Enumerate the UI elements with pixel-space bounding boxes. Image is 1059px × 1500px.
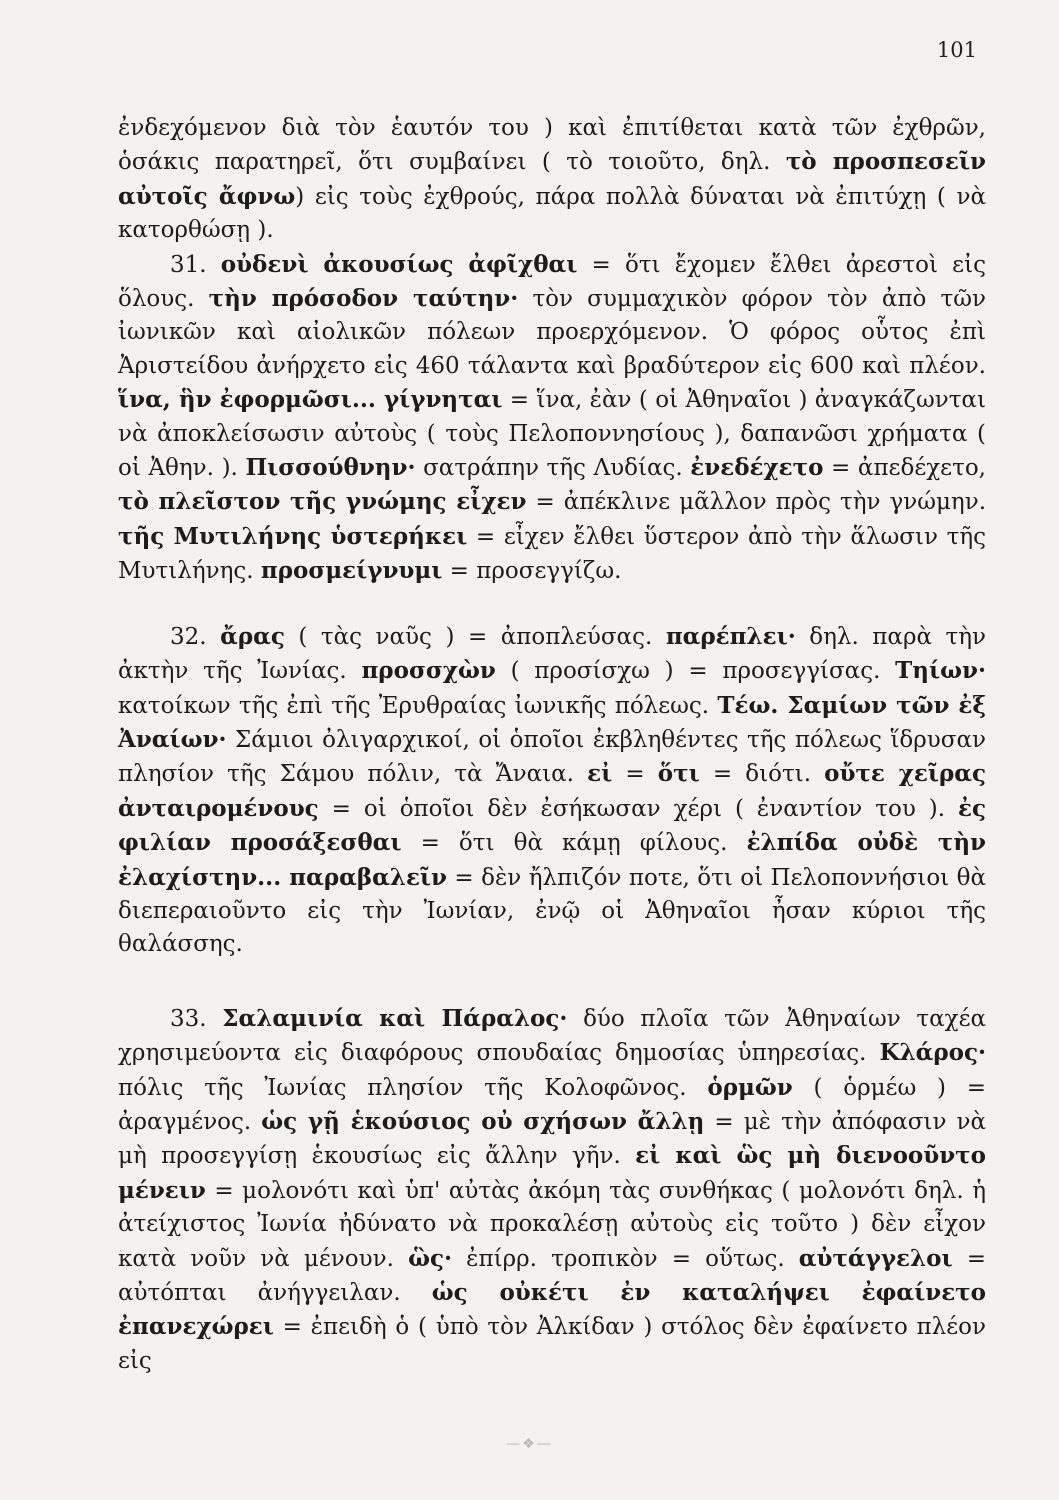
lemma-term: Κλάρος· <box>879 1039 986 1067</box>
gloss-text: = εἶχεν ἔλθει ὕστερον ἀπὸ τὴν ἅλωσιν τῆς Μυτιλήνης. <box>118 523 986 585</box>
gloss-text: = δὲν ἤλπιζόν ποτε, ὅτι οἱ Πελοποννήσιοι θὰ διεπεραιοῦντο εἰς τὴν Ἰωνίαν, ἐνῷ οἱ Ἀθηναῖοι ἦσαν κύριοι τῆς θαλάσσης. <box>118 864 986 958</box>
lemma-term: τὸ προσπεσεῖν αὐτοῖς ἄφνω <box>118 148 986 210</box>
gloss-text: Σάμιοι ὀλιγαρχικοί, οἱ ὁποῖοι ἐκβληθέντες τῆς πόλεως ἵδρυσαν πλησίον τῆς Σάμου πόλιν, τὰ Ἄναια. <box>118 726 986 788</box>
gloss-text: 32. <box>170 623 221 650</box>
gloss-text: κατοίκων τῆς ἐπὶ τῆς Ἐρυθραίας ἰωνικῆς πόλεως. <box>118 692 718 719</box>
lemma-term: ὁρμῶν <box>707 1073 793 1101</box>
gloss-text: = μὲ τὴν ἀπόφασιν νὰ μὴ προσεγγίσῃ ἑκουσίως εἰς ἄλλην γῆν. <box>118 1108 986 1170</box>
lemma-term: ὣς· <box>408 1244 452 1272</box>
lemma-term: οὐδενὶ ἀκουσίως ἀφῖχθαι <box>220 250 578 278</box>
lemma-term: προσσχὼν <box>361 657 496 685</box>
gloss-text: = ἀπέκλινε μᾶλλον πρὸς τὴν γνώμην. <box>526 489 987 516</box>
lemma-term: ἵνα, ἣν ἐφορμῶσι... γίγνηται <box>118 386 503 414</box>
gloss-text: δηλ. παρὰ τὴν ἀκτὴν τῆς Ἰωνίας. <box>118 623 987 685</box>
gloss-text: 33. <box>170 1005 223 1032</box>
commentary-text <box>118 112 986 1378</box>
lemma-term: ἐς φιλίαν προσάξεσθαι <box>118 794 986 857</box>
gloss-text: = ὅτι ἔχομεν ἔλθει ἀρεστοὶ εἰς ὅλους. <box>118 251 986 313</box>
lemma-term: Τέω. Σαμίων τῶν ἐξ Ἀναίων· <box>118 691 987 753</box>
gloss-text: = <box>612 761 658 788</box>
gloss-text: ) εἰς τοὺς ἐχθρούς, πάρα πολλὰ δύναται νὰ ἐπιτύχῃ ( νὰ κατορθώσῃ ). <box>118 183 987 244</box>
lemma-term: ὡς οὐκέτι ἐν καταλήψει ἐφαίνετο ἐπανεχώρει <box>118 1279 986 1341</box>
lemma-term: Σαλαμινία καὶ Πάραλος· <box>222 1004 568 1032</box>
footer-ornament: —❖— <box>506 1436 553 1452</box>
lemma-term: οὔτε χεῖρας ἀνταιρομένους <box>118 760 986 822</box>
gloss-text: τὸν συμμαχικὸν φόρον τὸν ἀπὸ τῶν ἰωνικῶν καὶ αἰολικῶν πόλεων προερχόμενον. Ὁ φόρος οὗτος ἐπὶ Ἀριστείδου ἀνήρχετο εἰς 460 τάλαντα καὶ βραδύτερον εἰς 600 καὶ πλέον. <box>118 286 986 379</box>
gloss-text: = αὐτόπται ἀνήγγειλαν. <box>118 1245 987 1306</box>
gloss-text: ( ὁρμέω ) = ἀραγμένος. <box>118 1074 986 1135</box>
gloss-text: = διότι. <box>699 761 825 788</box>
gloss-text: δύο πλοῖα τῶν Ἀθηναίων ταχέα χρησιμεύοντα εἰς διαφόρους σπουδαίας δημοσίας ὑπηρεσίας. <box>118 1005 987 1067</box>
gloss-text: = ἵνα, ἐὰν ( οἱ Ἀθηναῖοι ) ἀναγκάζωνται νὰ ἀποκλείσωσιν αὐτοὺς ( τοὺς Πελοποννησίους ), δαπανῶσι χρήματα ( οἱ Ἀθην. ). <box>118 387 986 482</box>
lemma-term: ὡς γῇ ἑκούσιος οὐ σχήσων ἄλλῃ <box>261 1107 705 1135</box>
paragraph-33 <box>118 1002 986 1378</box>
lemma-term: προσμείγνυμι <box>260 557 443 585</box>
lemma-term: εἰ <box>587 760 613 788</box>
gloss-text: πόλις τῆς Ἰωνίας πλησίον τῆς Κολοφῶνος. <box>118 1074 708 1101</box>
page-number: 101 <box>936 38 977 62</box>
lemma-term: Πισσούθνην· <box>245 454 416 482</box>
gloss-text: 31. <box>170 251 221 278</box>
lemma-term: ἐλπίδα οὐδὲ τὴν ἐλαχίστην... παραβαλεῖν <box>118 829 986 891</box>
lemma-term: Τηίων· <box>895 657 986 685</box>
lemma-term: τῆς Μυτιλήνης ὑστερήκει <box>118 522 468 550</box>
paragraph-30-continued <box>118 112 986 248</box>
lemma-term: τὴν πρόσοδον ταύτην· <box>208 285 519 313</box>
lemma-term: παρέπλει· <box>665 622 796 650</box>
gloss-text: = ἐπειδὴ ὁ ( ὑπὸ τὸν Ἀλκίδαν ) στόλος δὲν ἐφαίνετο πλέον εἰς <box>118 1314 986 1374</box>
gloss-text: = ὅτι θὰ κάμῃ φίλους. <box>401 830 747 857</box>
lemma-term: εἰ καὶ ὣς μὴ διενοοῦντο μένειν <box>118 1142 986 1204</box>
gloss-text: = προσεγγίζω. <box>442 558 622 585</box>
gloss-text: = μολονότι καὶ ὑπ' αὐτὰς ἀκόμη τὰς συνθήκας ( μολονότι δηλ. ἡ ἀτείχιστος Ἰωνία ἠδύνατο νὰ προκαλέσῃ αὐτοὺς εἰς τοῦτο ) δὲν εἶχον κατὰ νοῦν νὰ μένουν. <box>118 1177 986 1272</box>
lemma-term: ὅτι <box>657 760 700 788</box>
gloss-text: ( προσίσχω ) = προσεγγίσας. <box>495 658 896 685</box>
gloss-text: ἐνδεχόμενον διὰ τὸν ἑαυτόν του ) καὶ ἐπιτίθεται κατὰ τῶν ἐχθρῶν, ὁσάκις παρατηρεῖ, ὅτι συμβαίνει ( τὸ τοιοῦτο, δηλ. <box>118 115 986 176</box>
lemma-term: αὐτάγγελοι <box>798 1244 953 1272</box>
gloss-text: ἐπίρρ. τροπικὸν = οὕτως. <box>451 1245 799 1272</box>
lemma-term: ἄρας <box>220 622 285 650</box>
lemma-term: τὸ πλεῖστον τῆς γνώμης εἶχεν <box>118 488 527 516</box>
gloss-text: σατράπην τῆς Λυδίας. <box>415 455 691 482</box>
lemma-term: ἐνεδέχετο <box>690 454 824 482</box>
gloss-text: = οἱ ὁποῖοι δὲν ἐσήκωσαν χέρι ( ἐναντίον του ). <box>318 795 958 822</box>
paragraph-32 <box>118 620 986 962</box>
gloss-text: = ἀπεδέχετο, <box>823 455 986 482</box>
gloss-text: ( τὰς ναῦς ) = ἀποπλεύσας. <box>284 623 666 650</box>
paragraph-31 <box>118 248 986 589</box>
